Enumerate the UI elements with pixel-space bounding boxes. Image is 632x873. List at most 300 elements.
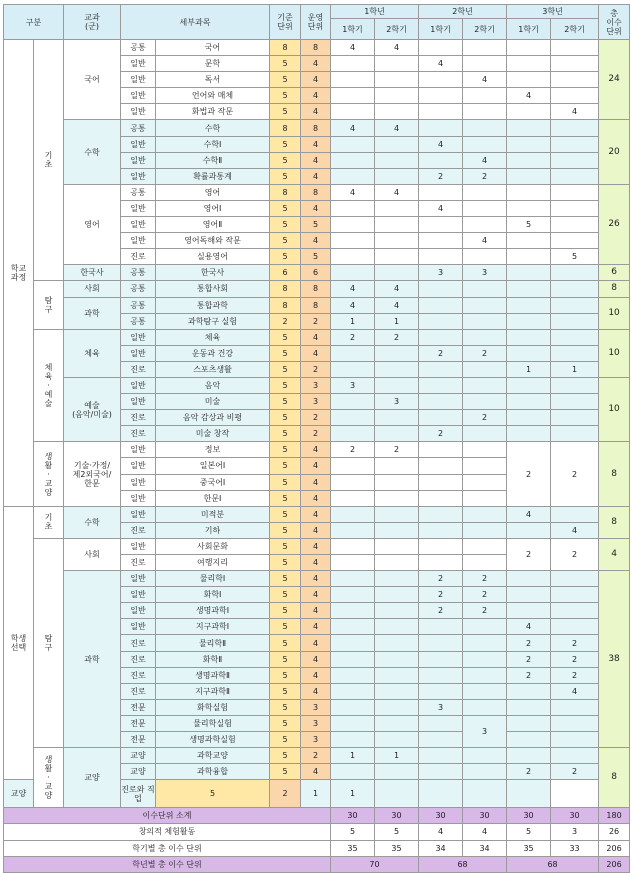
footer-row-semester-total [4, 840, 630, 856]
base-units: 8 [270, 40, 301, 56]
course-type: 진로 [121, 361, 156, 377]
footer-value: 34 [419, 840, 463, 856]
subject-label: 과학 [64, 571, 121, 748]
semester-units [331, 555, 375, 571]
semester-units [331, 136, 375, 152]
op-units: 2 [301, 748, 331, 764]
semester-units [419, 442, 463, 458]
semester-units [331, 249, 375, 265]
course-type: 진로 [121, 426, 156, 442]
course-name: 생명과학Ⅰ [156, 603, 270, 619]
course-name: 화법과 작문 [156, 104, 270, 120]
semester-units [331, 715, 375, 731]
base-units: 5 [270, 619, 301, 635]
subject-total: 38 [599, 571, 630, 748]
footer-value: 30 [331, 808, 375, 824]
course-name: 정보 [156, 442, 270, 458]
semester-units [375, 56, 419, 72]
course-name: 화학Ⅱ [156, 651, 270, 667]
semester-units [419, 651, 463, 667]
course-name: 수학Ⅱ [156, 152, 270, 168]
semester-units [507, 265, 551, 281]
base-units: 5 [270, 667, 301, 683]
semester-units [463, 329, 507, 345]
semester-units [419, 764, 463, 780]
area-label: 생 활 · 교 양 [34, 442, 64, 506]
semester-units [419, 683, 463, 699]
table-row [4, 538, 630, 554]
course-name: 물리학Ⅰ [156, 571, 270, 587]
course-type: 일반 [121, 587, 156, 603]
semester-units [375, 699, 419, 715]
semester-units: 1 [331, 780, 375, 808]
base-units: 5 [270, 571, 301, 587]
semester-units [507, 603, 551, 619]
semester-units [507, 780, 551, 808]
semester-units [331, 361, 375, 377]
semester-units [463, 394, 507, 410]
semester-units [507, 732, 551, 748]
header-total: 총 이수 단위 [599, 5, 630, 40]
semester-units [419, 490, 463, 506]
course-name: 미술 창작 [156, 426, 270, 442]
header-group: 구분 [4, 5, 64, 40]
semester-units [551, 152, 599, 168]
semester-units [551, 377, 599, 393]
course-name: 국어 [156, 40, 270, 56]
subject-label: 체육 [64, 329, 121, 377]
semester-units: 2 [507, 538, 551, 570]
course-type: 진로 [121, 522, 156, 538]
course-name: 화학Ⅰ [156, 587, 270, 603]
semester-units [375, 233, 419, 249]
semester-units [375, 410, 419, 426]
base-units: 5 [270, 233, 301, 249]
op-units: 4 [301, 683, 331, 699]
base-units: 5 [270, 394, 301, 410]
semester-units: 2 [375, 329, 419, 345]
base-units: 5 [270, 249, 301, 265]
semester-units [463, 184, 507, 200]
semester-units [551, 233, 599, 249]
semester-units [463, 442, 507, 458]
op-units: 2 [270, 780, 301, 808]
op-units: 4 [301, 136, 331, 152]
semester-units: 2 [331, 329, 375, 345]
course-type: 일반 [121, 72, 156, 88]
group-label: 학교 과정 [4, 40, 34, 507]
semester-units [331, 233, 375, 249]
course-type: 공통 [121, 313, 156, 329]
semester-units [419, 748, 463, 764]
semester-units [463, 104, 507, 120]
semester-units [507, 104, 551, 120]
semester-units [463, 699, 507, 715]
semester-units [551, 345, 599, 361]
semester-units: 2 [463, 571, 507, 587]
semester-units [331, 603, 375, 619]
op-units: 4 [301, 458, 331, 474]
table-row [4, 297, 630, 313]
semester-units [375, 522, 419, 538]
footer-value: 30 [551, 808, 599, 824]
area-label: 체 육 · 예 술 [34, 329, 64, 442]
header-course: 세부과목 [121, 5, 270, 40]
course-type: 공통 [121, 281, 156, 297]
semester-units [507, 233, 551, 249]
subject-label: 수학 [64, 506, 121, 538]
table-row [4, 184, 630, 200]
op-units: 4 [301, 490, 331, 506]
semester-units [375, 538, 419, 554]
semester-units [463, 619, 507, 635]
footer-value: 5 [331, 824, 375, 840]
course-type: 일반 [121, 345, 156, 361]
semester-units [375, 587, 419, 603]
course-type: 일반 [121, 168, 156, 184]
semester-units [551, 56, 599, 72]
semester-units: 4 [507, 619, 551, 635]
semester-units [375, 732, 419, 748]
footer-total: 206 [599, 840, 630, 856]
course-type: 일반 [121, 619, 156, 635]
subject-label: 교양 [64, 748, 121, 808]
course-type: 공통 [121, 265, 156, 281]
op-units: 3 [301, 699, 331, 715]
course-type: 일반 [121, 506, 156, 522]
base-units: 5 [270, 56, 301, 72]
semester-units [375, 764, 419, 780]
semester-units [507, 120, 551, 136]
header-y1-sem2: 2학기 [375, 19, 419, 40]
semester-units [507, 168, 551, 184]
subject-total: 8 [599, 506, 630, 538]
semester-units: 4 [463, 72, 507, 88]
base-units: 5 [270, 587, 301, 603]
semester-units: 1 [331, 748, 375, 764]
op-units: 2 [301, 410, 331, 426]
semester-units [375, 490, 419, 506]
semester-units [507, 587, 551, 603]
course-name: 생명과학실험 [156, 732, 270, 748]
op-units: 2 [301, 313, 331, 329]
semester-units [551, 72, 599, 88]
semester-units: 4 [463, 152, 507, 168]
course-type: 진로 [121, 683, 156, 699]
semester-units: 2 [551, 764, 599, 780]
course-type: 전문 [121, 715, 156, 731]
semester-units: 3 [419, 699, 463, 715]
course-name: 영어Ⅱ [156, 217, 270, 233]
semester-units [375, 555, 419, 571]
course-type: 진로 [121, 410, 156, 426]
table-row [4, 281, 630, 297]
base-units: 5 [156, 780, 270, 808]
semester-units [463, 555, 507, 571]
op-units: 8 [301, 120, 331, 136]
course-name: 음악 [156, 377, 270, 393]
base-units: 5 [270, 104, 301, 120]
subject-label: 사회 [64, 281, 121, 297]
course-type: 일반 [121, 152, 156, 168]
semester-units [375, 152, 419, 168]
course-name: 지구과학Ⅰ [156, 619, 270, 635]
op-units: 6 [301, 265, 331, 281]
base-units: 5 [270, 136, 301, 152]
semester-units [419, 313, 463, 329]
semester-units [419, 715, 463, 731]
header-y1-sem1: 1학기 [331, 19, 375, 40]
op-units: 4 [301, 474, 331, 490]
footer-row-creative [4, 824, 630, 840]
course-type: 진로 [121, 651, 156, 667]
base-units: 5 [270, 426, 301, 442]
semester-units [419, 619, 463, 635]
semester-units [375, 249, 419, 265]
base-units: 5 [270, 699, 301, 715]
semester-units: 2 [551, 538, 599, 570]
semester-units [419, 40, 463, 56]
semester-units [551, 168, 599, 184]
op-units: 8 [301, 184, 331, 200]
subject-total: 8 [599, 281, 630, 297]
course-type: 공통 [121, 297, 156, 313]
op-units: 8 [301, 40, 331, 56]
op-units: 4 [301, 587, 331, 603]
semester-units: 4 [375, 281, 419, 297]
semester-units [551, 426, 599, 442]
base-units: 5 [270, 168, 301, 184]
table-row [4, 442, 630, 458]
subject-total: 10 [599, 329, 630, 377]
course-type: 진로 [121, 635, 156, 651]
course-name: 한문Ⅰ [156, 490, 270, 506]
course-name: 한국사 [156, 265, 270, 281]
semester-units [463, 474, 507, 490]
course-type: 일반 [121, 200, 156, 216]
semester-units: 4 [463, 233, 507, 249]
semester-units: 3 [463, 715, 507, 747]
course-type: 일반 [121, 136, 156, 152]
semester-units [551, 88, 599, 104]
op-units: 4 [301, 555, 331, 571]
footer-value: 30 [463, 808, 507, 824]
table-row [4, 377, 630, 393]
semester-units [551, 281, 599, 297]
base-units: 5 [270, 88, 301, 104]
area-label: 기 초 [34, 40, 64, 281]
semester-units: 4 [551, 522, 599, 538]
semester-units: 2 [419, 345, 463, 361]
semester-units: 4 [375, 40, 419, 56]
footer-label: 창의적 체험활동 [4, 824, 331, 840]
semester-units [331, 426, 375, 442]
semester-units [331, 72, 375, 88]
subject-label: 한국사 [64, 265, 121, 281]
semester-units: 2 [507, 442, 551, 506]
semester-units [331, 522, 375, 538]
footer-value: 68 [419, 856, 507, 872]
op-units: 4 [301, 506, 331, 522]
semester-units [463, 522, 507, 538]
semester-units [375, 651, 419, 667]
base-units: 5 [270, 732, 301, 748]
course-name: 과학교양 [156, 748, 270, 764]
op-units: 4 [301, 635, 331, 651]
area-label: 기 초 [34, 506, 64, 538]
subject-total: 6 [599, 265, 630, 281]
semester-units: 1 [551, 361, 599, 377]
semester-units [551, 40, 599, 56]
semester-units [507, 152, 551, 168]
base-units: 5 [270, 506, 301, 522]
semester-units: 3 [463, 265, 507, 281]
semester-units [331, 651, 375, 667]
semester-units [375, 217, 419, 233]
op-units: 3 [301, 394, 331, 410]
semester-units [463, 651, 507, 667]
course-type: 진로 [121, 555, 156, 571]
semester-units [463, 426, 507, 442]
subject-total: 4 [599, 538, 630, 570]
semester-units [551, 699, 599, 715]
base-units: 5 [270, 651, 301, 667]
semester-units [551, 732, 599, 748]
semester-units [463, 281, 507, 297]
subject-label: 국어 [64, 40, 121, 120]
semester-units [375, 168, 419, 184]
header-y3-sem2: 2학기 [551, 19, 599, 40]
semester-units: 3 [331, 377, 375, 393]
course-name: 생명과학Ⅱ [156, 667, 270, 683]
semester-units: 4 [375, 297, 419, 313]
course-type: 일반 [121, 474, 156, 490]
op-units: 4 [301, 522, 331, 538]
semester-units: 2 [463, 603, 507, 619]
semester-units: 1 [375, 748, 419, 764]
semester-units [507, 394, 551, 410]
semester-units: 4 [375, 120, 419, 136]
semester-units [463, 538, 507, 554]
semester-units: 4 [375, 184, 419, 200]
op-units: 2 [301, 361, 331, 377]
semester-units [551, 184, 599, 200]
semester-units [551, 265, 599, 281]
op-units: 4 [301, 442, 331, 458]
base-units: 5 [270, 748, 301, 764]
op-units: 5 [301, 249, 331, 265]
header-year1: 1학년 [331, 5, 419, 19]
base-units: 5 [270, 442, 301, 458]
header-base-units: 기준 단위 [270, 5, 301, 40]
area-label: 탐 구 [34, 538, 64, 747]
semester-units: 1 [301, 780, 331, 808]
course-name: 영어독해와 작문 [156, 233, 270, 249]
table-row [4, 571, 630, 587]
base-units: 8 [270, 297, 301, 313]
subject-total: 20 [599, 120, 630, 184]
base-units: 5 [270, 410, 301, 426]
subject-total: 8 [599, 442, 630, 506]
semester-units [507, 200, 551, 216]
base-units: 5 [270, 217, 301, 233]
semester-units: 2 [463, 168, 507, 184]
semester-units: 4 [551, 683, 599, 699]
semester-units [551, 120, 599, 136]
op-units: 4 [301, 603, 331, 619]
semester-units [331, 699, 375, 715]
semester-units [463, 313, 507, 329]
semester-units: 2 [375, 442, 419, 458]
course-name: 실용영어 [156, 249, 270, 265]
semester-units [419, 474, 463, 490]
subject-label: 수학 [64, 120, 121, 184]
semester-units [507, 329, 551, 345]
semester-units [419, 635, 463, 651]
table-body [4, 40, 630, 873]
semester-units [551, 587, 599, 603]
semester-units [507, 72, 551, 88]
op-units: 4 [301, 56, 331, 72]
header-year2: 2학년 [419, 5, 507, 19]
course-type: 일반 [121, 571, 156, 587]
semester-units [551, 506, 599, 522]
header-y3-sem1: 1학기 [507, 19, 551, 40]
semester-units: 2 [463, 587, 507, 603]
semester-units [331, 56, 375, 72]
footer-value: 30 [375, 808, 419, 824]
semester-units [331, 152, 375, 168]
semester-units [419, 538, 463, 554]
semester-units: 2 [551, 667, 599, 683]
base-units: 5 [270, 715, 301, 731]
op-units: 4 [301, 152, 331, 168]
semester-units [331, 506, 375, 522]
course-name: 수학Ⅰ [156, 136, 270, 152]
semester-units: 2 [419, 587, 463, 603]
op-units: 4 [301, 651, 331, 667]
semester-units [551, 313, 599, 329]
course-name: 물리학실험 [156, 715, 270, 731]
op-units: 4 [301, 200, 331, 216]
op-units: 5 [301, 217, 331, 233]
semester-units [375, 619, 419, 635]
footer-value: 3 [551, 824, 599, 840]
footer-label: 학년별 총 이수 단위 [4, 856, 331, 872]
semester-units: 1 [507, 361, 551, 377]
footer-label: 이수단위 소계 [4, 808, 331, 824]
course-type: 교양 [4, 780, 34, 808]
semester-units [551, 603, 599, 619]
semester-units [507, 748, 551, 764]
course-type: 일반 [121, 377, 156, 393]
base-units: 5 [270, 474, 301, 490]
course-name: 음악 감상과 비평 [156, 410, 270, 426]
base-units: 6 [270, 265, 301, 281]
semester-units [375, 683, 419, 699]
semester-units: 4 [331, 297, 375, 313]
semester-units [419, 377, 463, 393]
base-units: 5 [270, 683, 301, 699]
semester-units [375, 715, 419, 731]
semester-units [419, 104, 463, 120]
semester-units: 2 [507, 764, 551, 780]
course-type: 일반 [121, 490, 156, 506]
semester-units [419, 458, 463, 474]
footer-value: 35 [375, 840, 419, 856]
subject-label: 과학 [64, 297, 121, 329]
semester-units [551, 136, 599, 152]
